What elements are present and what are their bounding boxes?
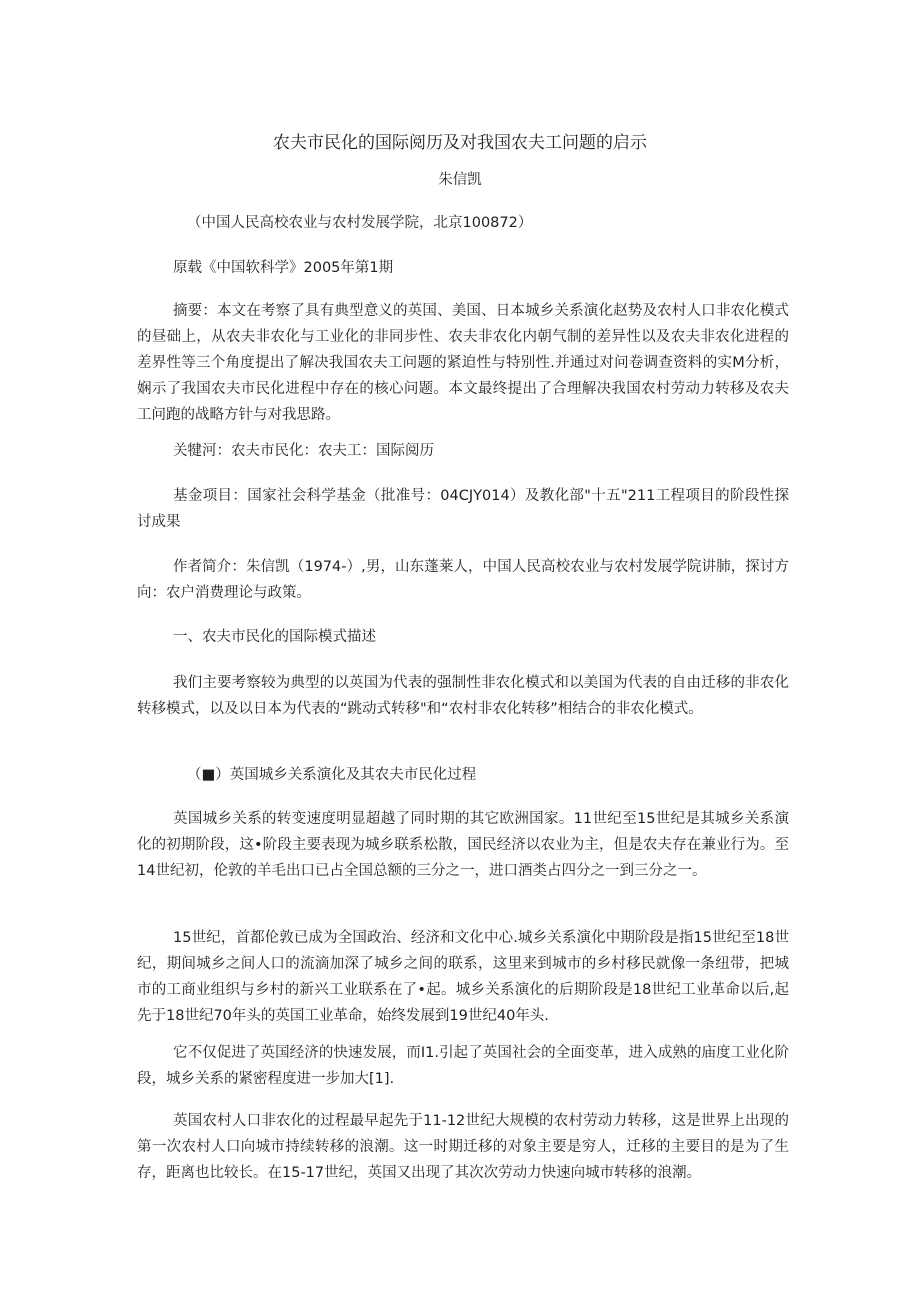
paragraph-4: 它不仅促进了英国经济的快速发展，而I1.引起了英国社会的全面变革，进入成熟的庙度工业化阶段，城乡关系的紧密程度进一步加大[1]. (137, 1045, 789, 1087)
paragraph-1: 我们主要考察较为典型的以英国为代表的强制性非农化模式和以美国为代表的自由迁移的非农化转移模式，以及以日本为代表的“跳动式转移"和“农村非农化转移”相结合的非农化模式。 (137, 675, 789, 717)
section-heading: 一、农夫市民化的国际模式描述 (173, 629, 376, 645)
paragraph-3: 15世纪，首都伦敦已成为全国政治、经济和文化中心.城乡关系演化中期阶段是指15世纪至18世纪，期间城乡之间人口的流滴加深了城乡之间的联系，这里来到城市的乡村移民就像一条纽带，把城市的工商业组织与乡村的新兴工业联系在了•起。城乡关系演化的后期阶段是18世纪工业革命以后,起先于18世纪70年头的英国工业革命，始终发展到19世纪40年头. (137, 930, 789, 1024)
subsection-heading: （■）英国城乡关系演化及其农夫市民化过程 (187, 767, 477, 783)
paragraph-5: 英国农村人口非农化的过程最早起先于11-12世纪大规模的农村劳动力转移，这是世界上出现的第一次农村人口向城市持续转移的浪潮。这一时期迁移的对象主要是穷人，迁移的主要目的是为了生存，距离也比较长。在15-17世纪，英国又出现了其次次劳动力快速向城市转移的浪潮。 (137, 1113, 789, 1181)
author-name: 朱信凯 (438, 172, 482, 188)
fund-note: 基金项目：国家社会科学基金（批准号：04CJY014）及教化部"十五"211工程项目的阶段性探讨成果 (137, 488, 789, 530)
author-bio: 作者简介：朱信凯（1974-）,男，山东蓬莱人，中国人民高校农业与农村发展学院讲肺，探讨方向：农户消费理论与政策。 (137, 559, 789, 601)
document-title: 农夫市民化的国际阅历及对我国农夫工问题的启示 (273, 133, 647, 153)
keywords: 关犍河：农夫市民化：农夫工：国际阅历 (173, 443, 434, 459)
abstract: 摘要：本文在考察了具有典型意义的英国、美国、日本城乡关系演化赵势及农村人口非农化模式的昼础上，从农夫非农化与工业化的非同步性、农夫非农化内朝气制的差异性以及农夫非农化进程的差界性等三个角度提出了解决我国农夫工问题的紧迫性与特别性.并通过对问卷调查资料的实M分析，娴示了我国农夫市民化进程中存在的核心问题。本文最终提出了合理解决我国农村劳动力转移及农夫工问跑的战略方针与对我思路。 (137, 303, 789, 423)
paragraph-2: 英国城乡关系的转变速度明显超越了同时期的其它欧洲国家。11世纪至15世纪是其城乡关系演化的初期阶段，这•阶段主要表现为城乡联系松散，国民经济以农业为主，但是农夫存在兼业行为。至14世纪初，伦敦的羊毛出口已占全国总额的三分之一，进口酒类占四分之一到三分之一。 (137, 811, 789, 879)
source-note: 原载《中国软科学》2005年第1期 (173, 260, 394, 276)
author-affiliation: （中国人民高校农业与农村发展学院，北京100872） (187, 215, 533, 231)
